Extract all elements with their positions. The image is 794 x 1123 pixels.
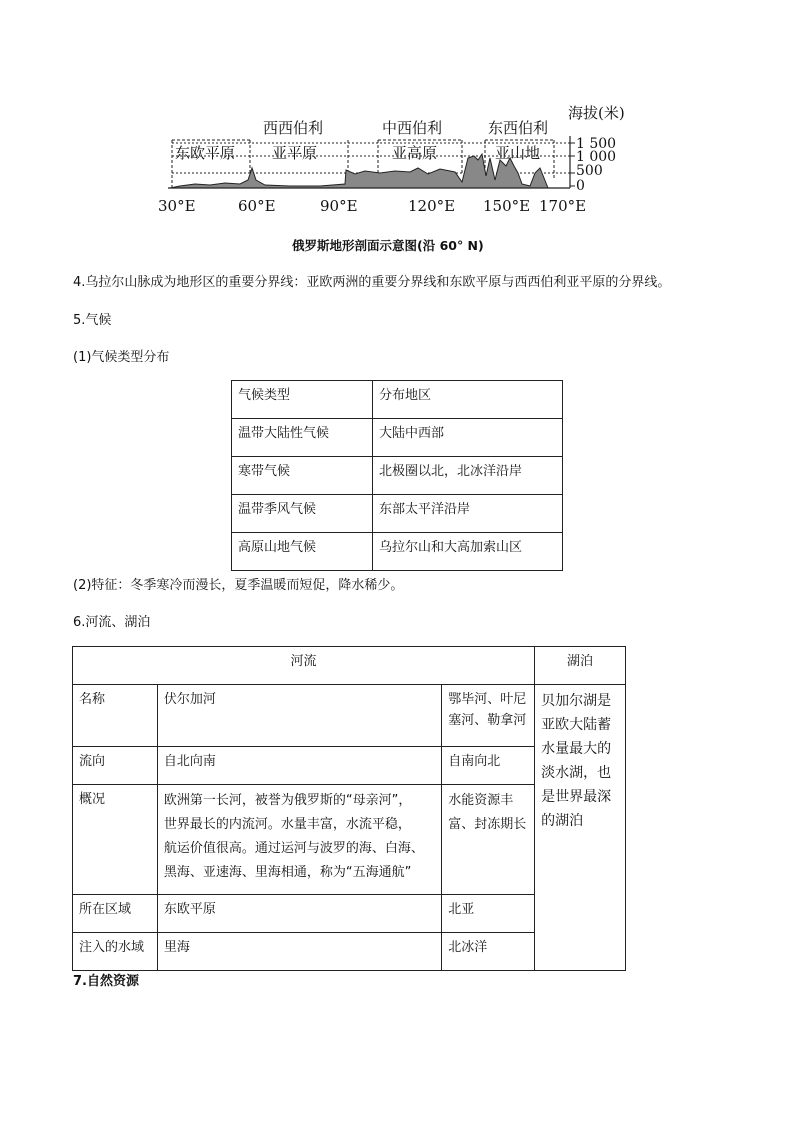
siberian-rivers-cell: 自南向北 (442, 747, 535, 785)
climate-header-region: 分布地区 (373, 381, 563, 419)
longitude-tick-60e: 60°E (238, 197, 276, 215)
climate-header-type: 气候类型 (232, 381, 373, 419)
region-label-plateau: 亚高原 (392, 144, 438, 162)
altitude-tick-1000: 1 000 (576, 149, 617, 165)
baikal-cell: 贝加尔湖是 亚欧大陆蓄 水量最大的 淡水湖，也 是世界最深 的湖泊 (535, 685, 626, 971)
row-label: 名称 (73, 685, 158, 747)
region-label-mountains: 亚山地 (495, 144, 541, 162)
section6-title: 6.河流、湖泊 (73, 615, 151, 630)
row-label: 概况 (73, 785, 158, 895)
table-row (73, 685, 626, 747)
altitude-tick-500: 500 (576, 163, 603, 179)
row-label: 所在区域 (73, 895, 158, 933)
volga-cell: 东欧平原 (157, 895, 441, 933)
river-header: 河流 (73, 647, 535, 685)
table-row (232, 419, 563, 457)
section5-title: 5.气候 (73, 313, 112, 328)
longitude-tick-170e: 170°E (539, 197, 587, 215)
river-lake-table (72, 646, 626, 971)
climate-type: 温带季风气候 (232, 495, 373, 533)
longitude-tick-120e: 120°E (408, 197, 456, 215)
climate-type: 寒带气候 (232, 457, 373, 495)
siberian-rivers-cell: 水能资源丰 富、封冻期长 (442, 785, 535, 895)
climate-region: 乌拉尔山和大高加索山区 (373, 533, 563, 571)
volga-cell: 欧洲第一长河，被誉为俄罗斯的“母亲河”， 世界最长的内流河。水量丰富，水流平稳， 航运价值很高。通过运河与波罗的海、白海、 黑海、亚速海、里海相通，称为“五海通航” (157, 785, 441, 895)
altitude-label: 海拔(米) (568, 104, 625, 122)
row-label: 注入的水域 (73, 933, 158, 971)
region-label-plain: 亚平原 (272, 144, 318, 162)
section4-text: 4.乌拉尔山脉成为地形区的重要分界线：亚欧两洲的重要分界线和东欧平原与西西伯利亚平原的分界线。 (73, 275, 671, 290)
longitude-tick-30e: 30°E (158, 197, 196, 215)
lake-header: 湖泊 (535, 647, 626, 685)
table-row (232, 533, 563, 571)
region-label-east-siberia: 东西伯利 (488, 119, 549, 137)
altitude-tick-0: 0 (576, 178, 585, 194)
figure-caption: 俄罗斯地形剖面示意图(沿 60° N) (292, 238, 484, 253)
row-label: 流向 (73, 747, 158, 785)
siberian-rivers-cell: 鄂毕河、叶尼 塞河、勒拿河 (442, 685, 535, 747)
longitude-tick-90e: 90°E (320, 197, 358, 215)
region-label-west-siberia: 西西伯利 (263, 119, 324, 137)
climate-type: 高原山地气候 (232, 533, 373, 571)
siberian-rivers-cell: 北亚 (442, 895, 535, 933)
terrain-profile-figure (150, 98, 650, 220)
altitude-tick-1500: 1 500 (576, 136, 617, 152)
climate-type: 温带大陆性气候 (232, 419, 373, 457)
table-row (232, 495, 563, 533)
region-label-east-european-plain: 东欧平原 (175, 144, 236, 162)
volga-cell: 自北向南 (157, 747, 441, 785)
volga-cell: 里海 (157, 933, 441, 971)
volga-cell: 伏尔加河 (157, 685, 441, 747)
section5-sub1: (1)气候类型分布 (73, 350, 170, 365)
section5-sub2: (2)特征：冬季寒冷而漫长，夏季温暖而短促，降水稀少。 (73, 578, 404, 593)
region-label-central-siberia: 中西伯利 (382, 119, 443, 137)
climate-table (231, 380, 563, 571)
climate-region: 东部太平洋沿岸 (373, 495, 563, 533)
climate-region: 北极圈以北，北冰洋沿岸 (373, 457, 563, 495)
section7-title: 7.自然资源 (73, 974, 139, 989)
longitude-tick-150e: 150°E (483, 197, 531, 215)
table-row (232, 457, 563, 495)
climate-region: 大陆中西部 (373, 419, 563, 457)
siberian-rivers-cell: 北冰洋 (442, 933, 535, 971)
